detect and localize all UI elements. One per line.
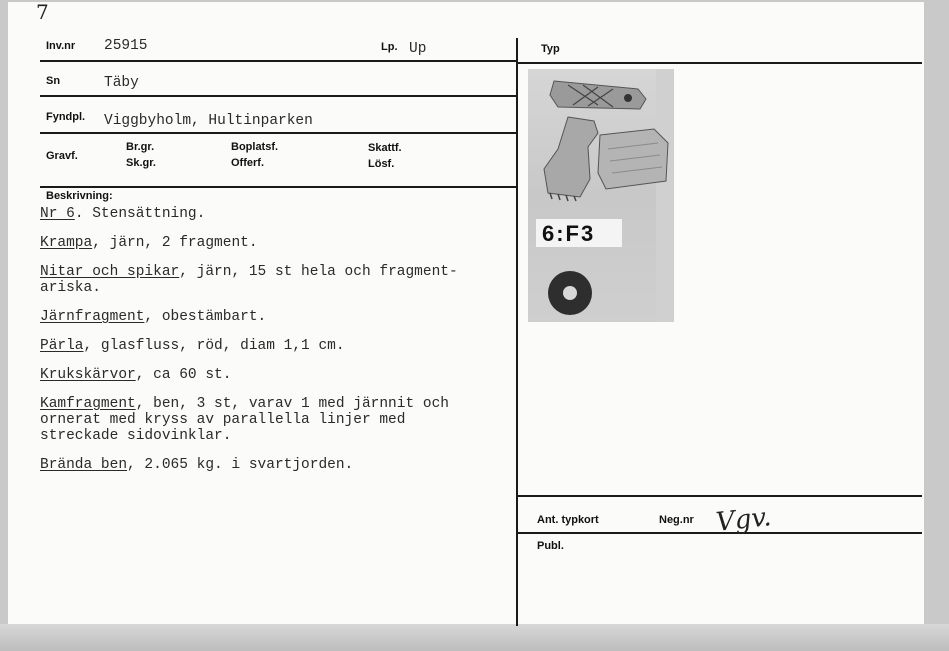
sn-value: Täby [104, 75, 139, 91]
offerf-label: Offerf. [231, 157, 264, 169]
corner-mark: 7 [36, 0, 49, 24]
sn-label: Sn [46, 75, 61, 87]
entry-text: , 2.065 kg. i svartjorden. [127, 457, 354, 473]
rule-row1 [40, 60, 518, 62]
fyndpl-label: Fyndpl. [46, 111, 86, 123]
entry-term: Järnfragment [40, 309, 145, 325]
inv-nr-label: Inv.nr [46, 40, 76, 52]
entry-text: , järn, 15 st hela och fragment- [179, 264, 458, 280]
entry-continuation: ariska. [40, 280, 101, 296]
entry-continuation: streckade sidovinklar. [40, 428, 232, 444]
description-entry [40, 309, 520, 325]
entry-term: Nr 6 [40, 206, 75, 222]
entry-text: , järn, 2 fragment. [92, 235, 258, 251]
gravf-label: Gravf. [46, 150, 78, 162]
entry-text: , obestämbart. [144, 309, 267, 325]
entry-term: Kamfragment [40, 396, 136, 412]
typ-label: Typ [541, 43, 560, 55]
entry-term: Krampa [40, 235, 93, 251]
description-entry [40, 235, 520, 251]
entry-text: , glasfluss, röd, diam 1,1 cm. [83, 338, 345, 354]
entry-text: . Stensättning. [74, 206, 206, 222]
losf-label: Lösf. [368, 158, 395, 170]
entry-term: Krukskärvor [40, 367, 136, 383]
entry-continuation: ornerat med kryss av parallella linjer med [40, 412, 406, 428]
rule-typ [518, 62, 922, 64]
description-entry [40, 264, 520, 296]
rule-footer-top [518, 495, 922, 497]
rule-row2 [40, 95, 518, 97]
skgr-label: Sk.gr. [126, 157, 156, 169]
brgr-label: Br.gr. [126, 141, 155, 153]
inv-nr-value: 25915 [104, 38, 148, 54]
skattf-label: Skattf. [368, 142, 402, 154]
description-entry [40, 206, 520, 222]
description-entry [40, 457, 520, 473]
scan-bottom-edge [0, 624, 949, 651]
photo-label: 6:F3 [542, 221, 596, 246]
fyndpl-value: Viggbyholm, Hultinparken [104, 113, 313, 129]
description-list [40, 206, 520, 486]
lp-label: Lp. [381, 41, 398, 53]
rule-row4 [40, 186, 518, 188]
entry-term: Pärla [40, 338, 84, 354]
boplatsf-label: Boplatsf. [231, 141, 279, 153]
publ-label: Publ. [537, 540, 564, 552]
lp-value: Up [409, 41, 427, 57]
artifact-photo [528, 69, 674, 322]
beskrivning-label: Beskrivning: [46, 190, 113, 202]
entry-term: Brända ben [40, 457, 128, 473]
rule-row3 [40, 132, 518, 134]
description-entry [40, 367, 520, 383]
entry-term: Nitar och spikar [40, 264, 180, 280]
neg-nr-value: Vgv. [714, 502, 773, 538]
artifact-photo-graphic [528, 69, 674, 322]
entry-text: , ca 60 st. [135, 367, 232, 383]
description-entry [40, 338, 520, 354]
entry-text: , ben, 3 st, varav 1 med järnnit och [135, 396, 449, 412]
description-entry [40, 396, 520, 444]
ant-typkort-label: Ant. typkort [537, 514, 599, 526]
neg-nr-label: Neg.nr [659, 514, 694, 526]
